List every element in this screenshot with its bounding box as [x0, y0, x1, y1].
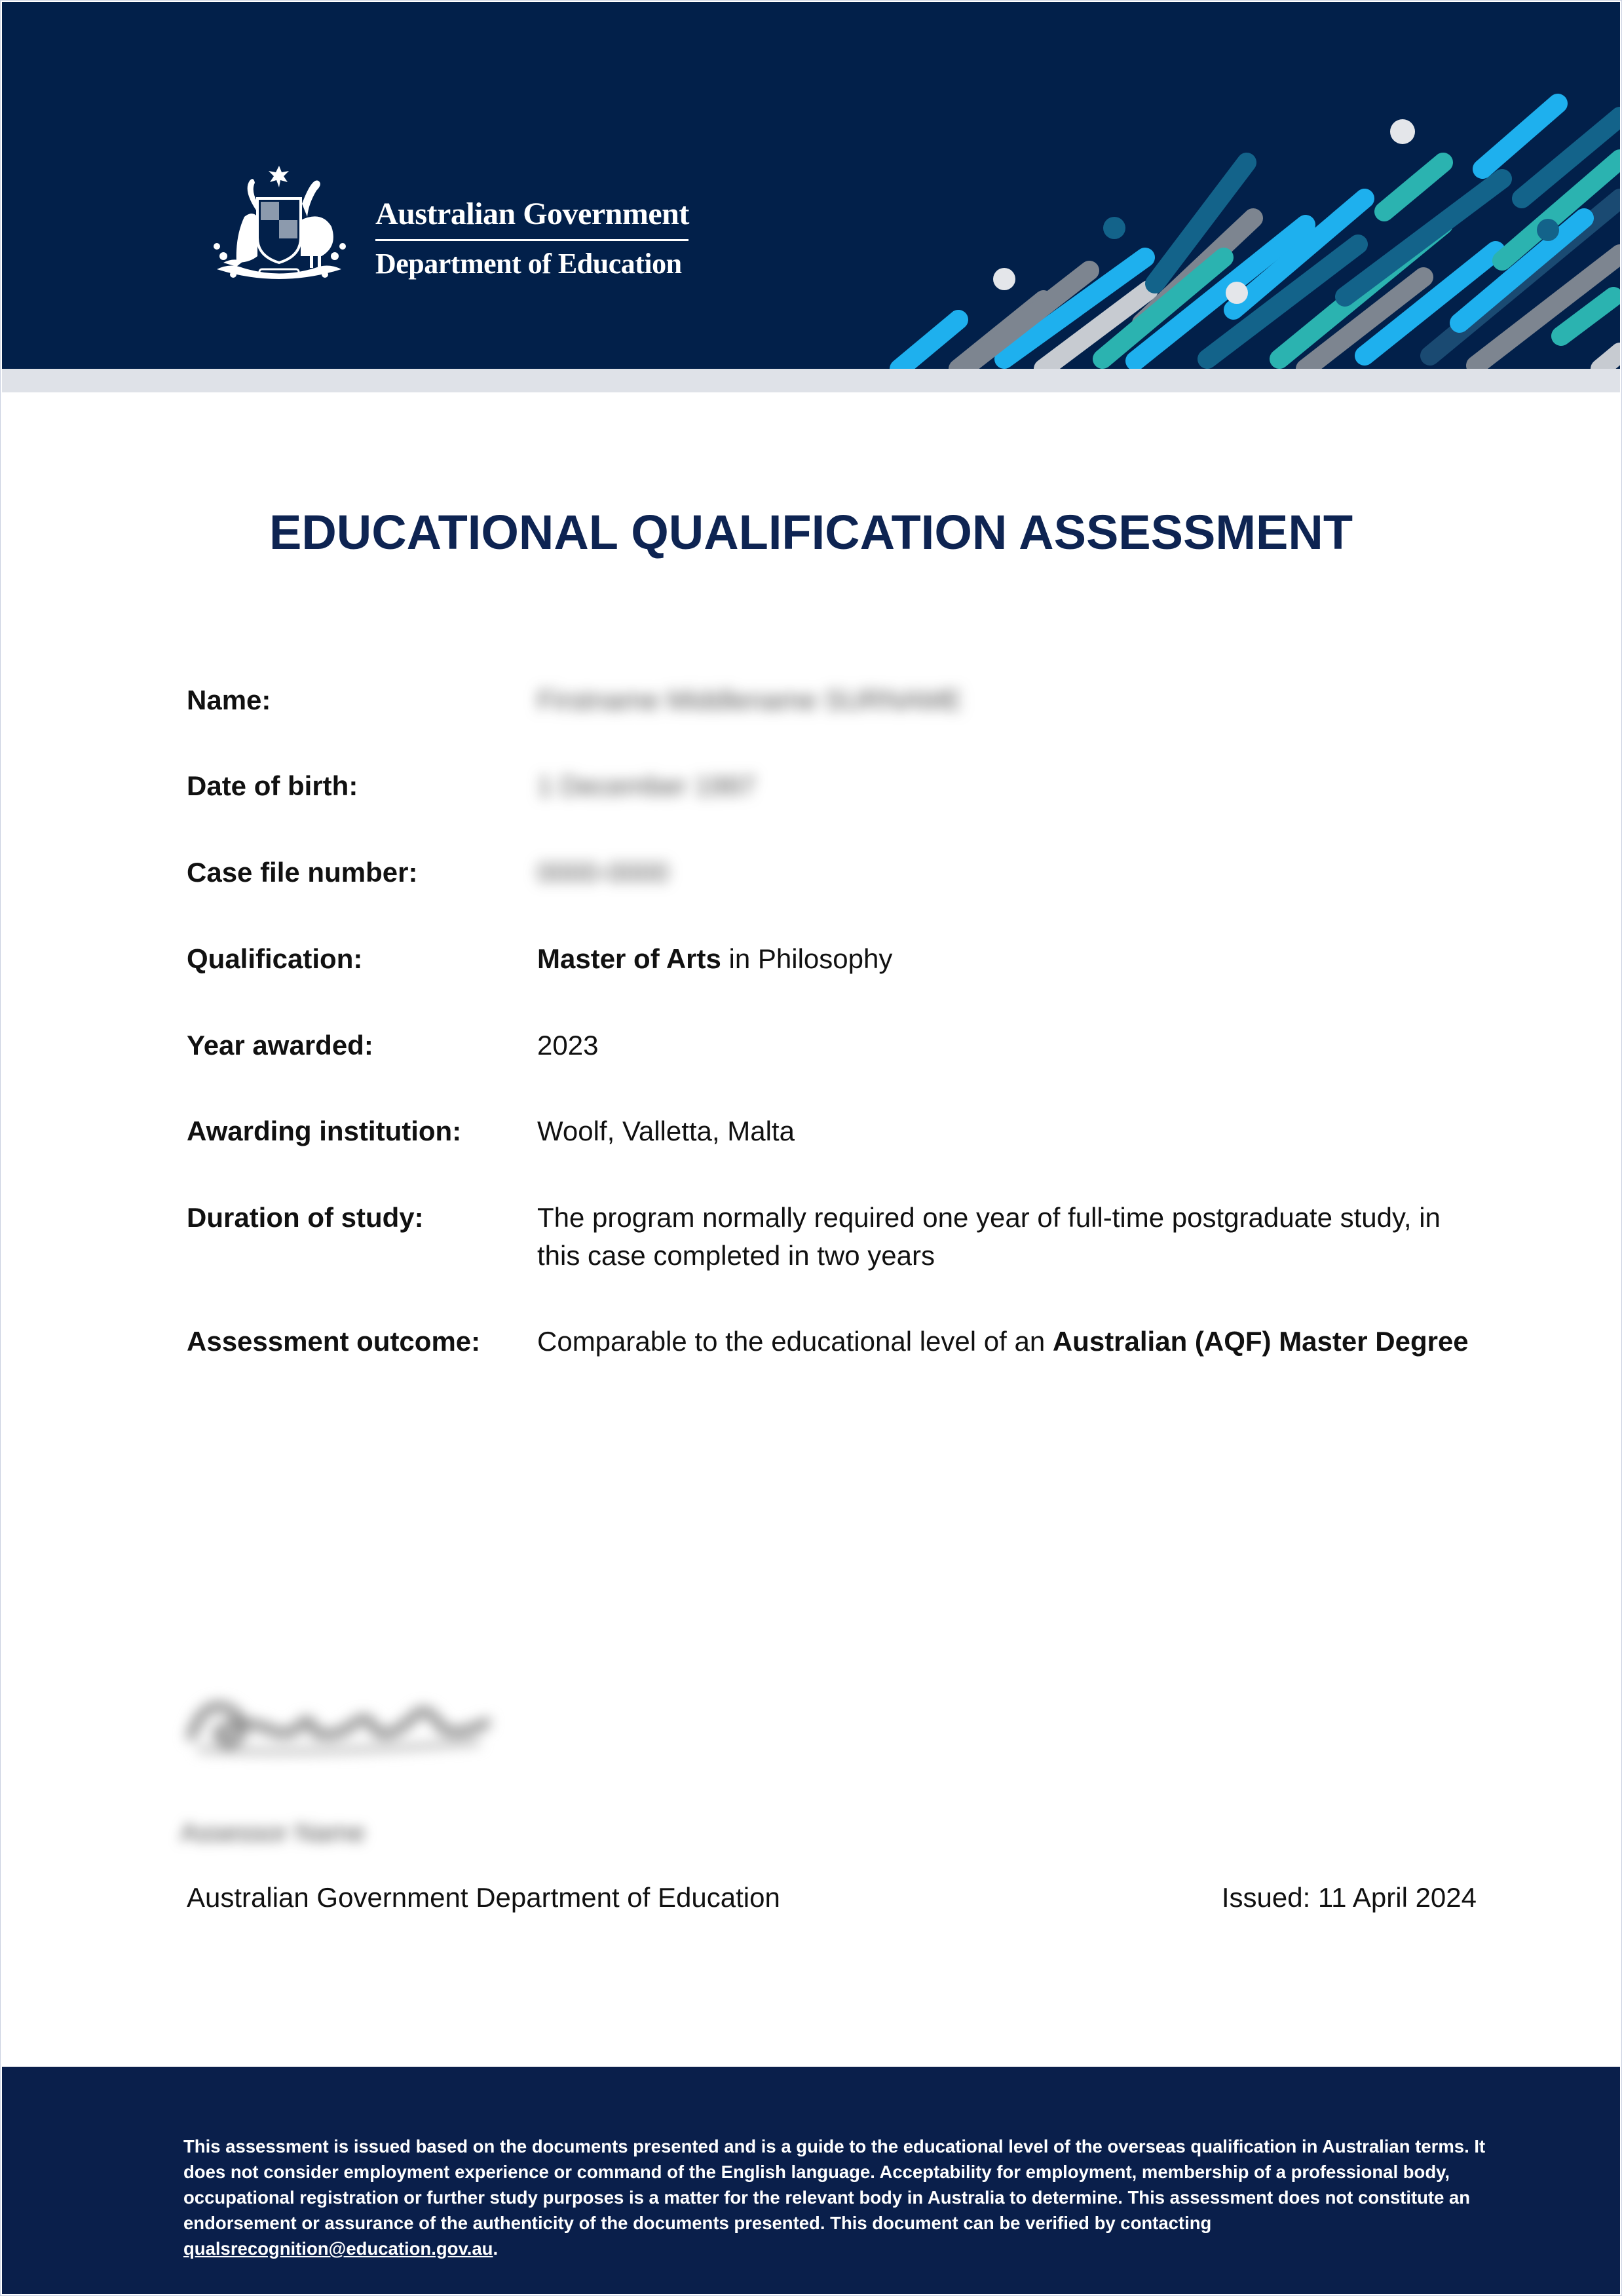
footer-disclaimer [183, 2134, 1487, 2261]
duration-line-1: The program normally required one year of full-time postgraduate study, in [537, 1202, 1441, 1233]
institution-value: Woolf, Valletta, Malta [537, 1116, 795, 1146]
brand-government-title: Australian Government [375, 197, 689, 231]
header-grey-strip [2, 369, 1620, 392]
issuer-text: Australian Government Department of Education [187, 1882, 780, 1913]
outcome-prefix: Comparable to the educational level of an [537, 1326, 1053, 1357]
signer-name: Assessor Name [180, 1818, 366, 1847]
dob-value: 1 December 1997 [537, 770, 756, 801]
year-label: Year awarded: [187, 1030, 373, 1061]
header-banner [2, 2, 1620, 369]
duration-value [537, 1199, 1441, 1275]
qualification-label: Qualification: [187, 943, 363, 974]
decorative-stripes [854, 2, 1620, 369]
document-title: EDUCATIONAL QUALIFICATION ASSESSMENT [269, 505, 1353, 559]
signature-image [178, 1677, 506, 1769]
disclaimer-text: This assessment is issued based on the documents presented and is a guide to the educational level of the overseas qualification in Australian terms. It does not consider employment experience or command of the English language. Acceptability for employment, membership of a professional body, occupational registration or further study purposes is a matter for the relevant body in Australia to determine. This assessment does not constitute an endorsement or assurance of the authenticity of the documents presented. This document can be verified by contacting [183, 2136, 1486, 2233]
qualification-field: in Philosophy [721, 943, 893, 974]
case-file-value: 0000-0000 [537, 857, 669, 888]
issued-date: Issued: 11 April 2024 [1221, 1882, 1477, 1913]
outcome-label: Assessment outcome: [187, 1326, 481, 1357]
institution-label: Awarding institution: [187, 1116, 462, 1146]
duration-line-2: this case completed in two years [537, 1240, 935, 1271]
verification-email-link[interactable]: qualsrecognition@education.gov.au [183, 2238, 493, 2259]
brand-divider [375, 239, 688, 241]
outcome-value [537, 1323, 1469, 1361]
qualification-degree: Master of Arts [537, 943, 721, 974]
brand-department-title: Department of Education [375, 248, 682, 280]
dob-label: Date of birth: [187, 770, 358, 801]
disclaimer-end: . [493, 2238, 499, 2259]
qualification-value [537, 940, 892, 978]
duration-label: Duration of study: [187, 1202, 424, 1233]
case-file-label: Case file number: [187, 857, 418, 888]
coat-of-arms-icon [197, 164, 361, 286]
name-value: Firstname Middlename SURNAME [537, 685, 962, 715]
name-label: Name: [187, 685, 271, 715]
outcome-level: Australian (AQF) Master Degree [1052, 1326, 1469, 1357]
year-value: 2023 [537, 1030, 599, 1061]
